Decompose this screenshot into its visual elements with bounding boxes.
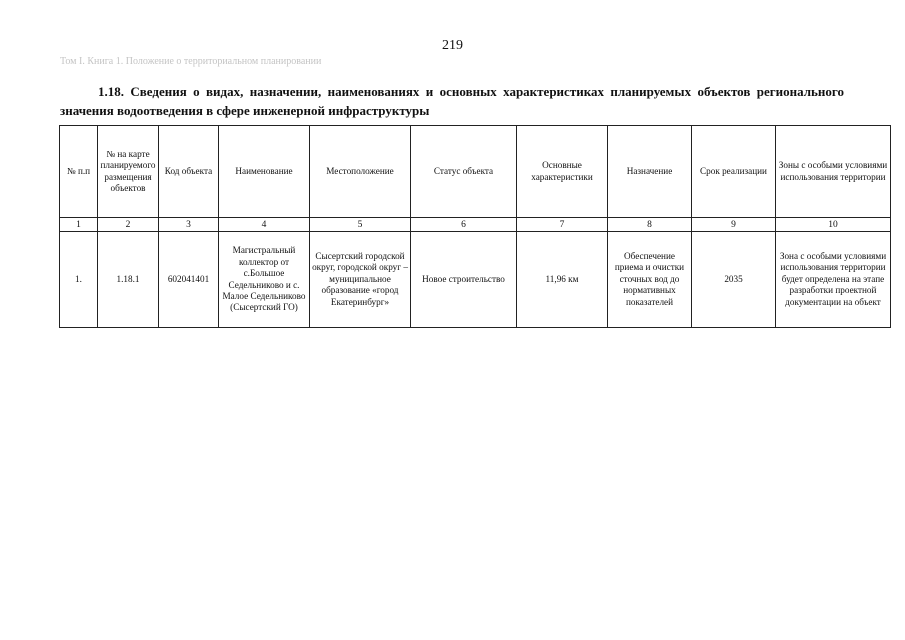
- table-cell: Зона с особыми условиями использования территории будет определена на этапе разработки проектной документации на объект: [776, 232, 891, 328]
- column-number-cell: 1: [60, 218, 98, 232]
- table-cell: Магистральный коллектор от с.Большое Седельниково и с. Малое Седельниково (Сысертский ГО): [219, 232, 310, 328]
- header-cell: Код объекта: [159, 126, 219, 218]
- header-cell: Статус объекта: [411, 126, 517, 218]
- header-cell: № п.п: [60, 126, 98, 218]
- table-cell: 11,96 км: [517, 232, 608, 328]
- header-cell: Назначение: [608, 126, 692, 218]
- column-number-cell: 5: [310, 218, 411, 232]
- header-cell: Основные характеристики: [517, 126, 608, 218]
- column-number-cell: 3: [159, 218, 219, 232]
- column-number-cell: 6: [411, 218, 517, 232]
- column-number-cell: 9: [692, 218, 776, 232]
- header-cell: Местоположение: [310, 126, 411, 218]
- table-row: [60, 232, 891, 328]
- column-number-cell: 8: [608, 218, 692, 232]
- running-header: Том I. Книга 1. Положение о территориальном планировании: [60, 56, 322, 67]
- table-cell: 1.18.1: [98, 232, 159, 328]
- table-cell: Обеспечение приема и очистки сточных вод до нормативных показателей: [608, 232, 692, 328]
- column-number-row: [60, 218, 891, 232]
- page-number: 219: [442, 38, 463, 53]
- table-cell: Сысертский городской округ, городской округ – муниципальное образование «город Екатеринбург»: [310, 232, 411, 328]
- data-table: [59, 125, 891, 328]
- column-number-cell: 7: [517, 218, 608, 232]
- header-cell: Наименование: [219, 126, 310, 218]
- table-header-row: [60, 126, 891, 218]
- header-cell: Зоны с особыми условиями использования территории: [776, 126, 891, 218]
- column-number-cell: 2: [98, 218, 159, 232]
- header-cell: Срок реализации: [692, 126, 776, 218]
- table-cell: Новое строительство: [411, 232, 517, 328]
- table-cell: 1.: [60, 232, 98, 328]
- column-number-cell: 4: [219, 218, 310, 232]
- table-cell: 602041401: [159, 232, 219, 328]
- table-cell: 2035: [692, 232, 776, 328]
- column-number-cell: 10: [776, 218, 891, 232]
- header-cell: № на карте планируемого размещения объектов: [98, 126, 159, 218]
- section-title: 1.18. Сведения о видах, назначении, наименованиях и основных характеристиках планируемых объектов регионального значения водоотведения в сфере инженерной инфраструктуры: [60, 84, 844, 118]
